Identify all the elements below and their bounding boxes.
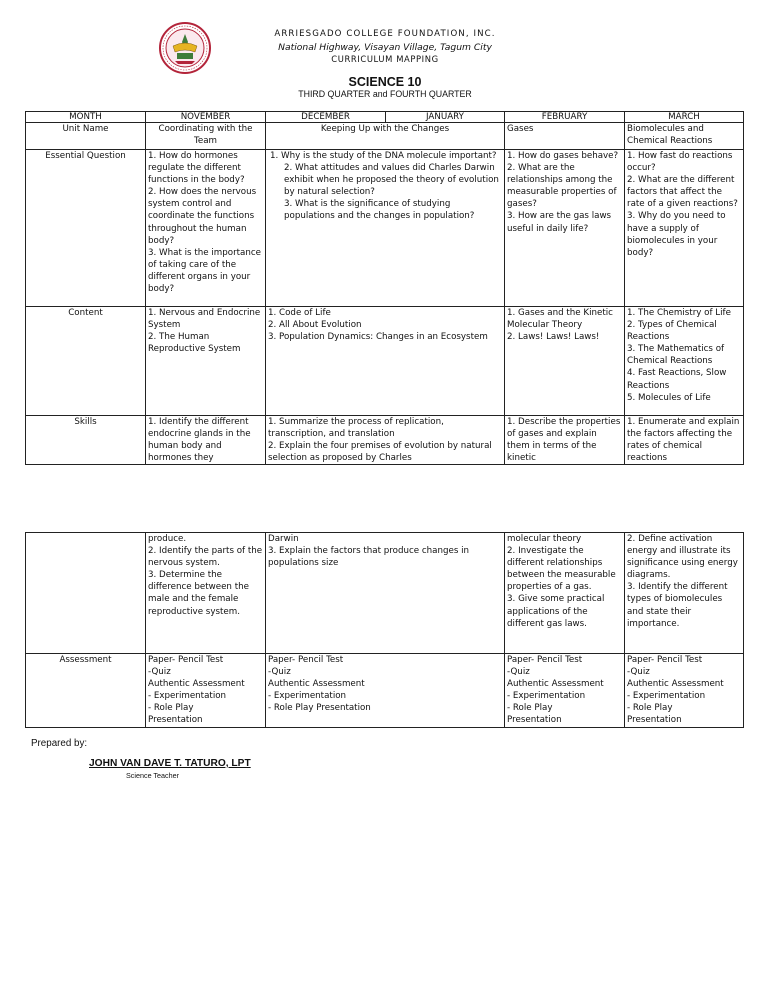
table-row-skills bbox=[26, 416, 744, 465]
assessment-february: Paper- Pencil Test -Quiz Authentic Assessment - Experimentation - Role Play Presentation bbox=[505, 654, 625, 728]
unit-november: Coordinating with the Team bbox=[146, 123, 266, 150]
eq-december-january: 1. Why is the study of the DNA molecule important? 2. What attitudes and values did Charles Darwin exhibit when he proposed the theory of evolution by natural selection? 3. What is the significance of studying populations and the changes in population? bbox=[266, 150, 505, 307]
row-label-essential-question: Essential Question bbox=[26, 150, 146, 307]
curriculum-table-part-1 bbox=[25, 111, 744, 465]
curriculum-table-part-2 bbox=[25, 532, 744, 728]
row-label-unit-name: Unit Name bbox=[26, 123, 146, 150]
unit-december-january: Keeping Up with the Changes bbox=[266, 123, 505, 150]
eq-march: 1. How fast do reactions occur? 2. What are the different factors that affect the rate of a given reactions? 3. Why do you need to have a supply of biomolecules in your body? bbox=[625, 150, 744, 307]
month-december: DECEMBER bbox=[266, 112, 386, 123]
content-february: 1. Gases and the Kinetic Molecular Theory 2. Laws! Laws! Laws! bbox=[505, 307, 625, 416]
unit-march: Biomolecules and Chemical Reactions bbox=[625, 123, 744, 150]
table-row-essential-question bbox=[26, 150, 744, 307]
skills-november-continued: produce. 2. Identify the parts of the nervous system. 3. Determine the difference between the male and the female reproductive system. bbox=[146, 533, 266, 654]
row-label-assessment: Assessment bbox=[26, 654, 146, 728]
eq-february: 1. How do gases behave? 2. What are the relationships among the measurable properties of gases? 3. How are the gas laws useful in daily life? bbox=[505, 150, 625, 307]
month-march: MARCH bbox=[625, 112, 744, 123]
table-row-skills-continued bbox=[26, 533, 744, 654]
skills-february: 1. Describe the properties of gases and explain them in terms of the kinetic bbox=[505, 416, 625, 465]
row-label-content: Content bbox=[26, 307, 146, 416]
month-november: NOVEMBER bbox=[146, 112, 266, 123]
row-label-skills: Skills bbox=[26, 416, 146, 465]
skills-december-january: 1. Summarize the process of replication, transcription, and translation 2. Explain the four premises of evolution by natural selection as proposed by Charles bbox=[266, 416, 505, 465]
unit-february: Gases bbox=[505, 123, 625, 150]
month-header: MONTH bbox=[26, 112, 146, 123]
document-type: CURRICULUM MAPPING bbox=[331, 54, 439, 64]
assessment-march: Paper- Pencil Test -Quiz Authentic Assessment - Experimentation - Role Play Presentation bbox=[625, 654, 744, 728]
school-seal-logo bbox=[159, 22, 211, 74]
content-december-january: 1. Code of Life 2. All About Evolution 3. Population Dynamics: Changes in an Ecosystem bbox=[266, 307, 505, 416]
content-november: 1. Nervous and Endocrine System 2. The Human Reproductive System bbox=[146, 307, 266, 416]
skills-february-continued: molecular theory 2. Investigate the different relationships between the measurable properties of a gas. 3. Give some practical applications of the different gas laws. bbox=[505, 533, 625, 654]
content-march: 1. The Chemistry of Life 2. Types of Chemical Reactions 3. The Mathematics of Chemical Reactions 4. Fast Reactions, Slow Reactions 5. Molecules of Life bbox=[625, 307, 744, 416]
table-row-month bbox=[26, 112, 744, 123]
eq-november: 1. How do hormones regulate the different functions in the body? 2. How does the nervous system control and coordinate the functions throughout the human body? 3. What is the importance of taking care of the different organs in your body? bbox=[146, 150, 266, 307]
skills-march-continued: 2. Define activation energy and illustrate its significance using energy diagrams. 3. Identify the different types of biomolecules and state their importance. bbox=[625, 533, 744, 654]
skills-november: 1. Identify the different endocrine glands in the human body and hormones they bbox=[146, 416, 266, 465]
table-row-content bbox=[26, 307, 744, 416]
table-row-assessment bbox=[26, 654, 744, 728]
skills-march: 1. Enumerate and explain the factors affecting the rates of chemical reactions bbox=[625, 416, 744, 465]
table-row-unit-name bbox=[26, 123, 744, 150]
assessment-november: Paper- Pencil Test -Quiz Authentic Assessment - Experimentation - Role Play Presentation bbox=[146, 654, 266, 728]
skills-december-january-continued: Darwin 3. Explain the factors that produce changes in populations size bbox=[266, 533, 505, 654]
assessment-december-january: Paper- Pencil Test -Quiz Authentic Assessment - Experimentation - Role Play Presentation bbox=[266, 654, 505, 728]
school-name: ARRIESGADO COLLEGE FOUNDATION, INC. bbox=[274, 29, 496, 39]
page-subtitle: THIRD QUARTER and FOURTH QUARTER bbox=[298, 89, 472, 99]
prepared-by-label: Prepared by: bbox=[31, 738, 88, 749]
skills-label-continued bbox=[26, 533, 146, 654]
school-address: National Highway, Visayan Village, Tagum City bbox=[278, 42, 492, 53]
teacher-name: JOHN VAN DAVE T. TATURO, LPT bbox=[89, 758, 251, 769]
page-title: SCIENCE 10 bbox=[348, 75, 422, 89]
month-january: JANUARY bbox=[386, 112, 505, 123]
month-february: FEBRUARY bbox=[505, 112, 625, 123]
teacher-role: Science Teacher bbox=[126, 771, 180, 780]
